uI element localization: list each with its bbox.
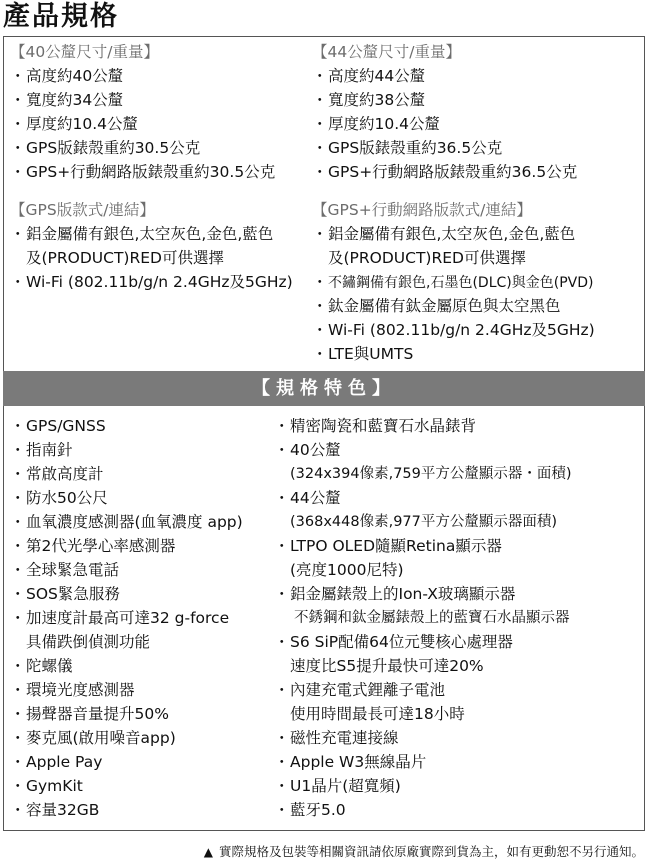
list-item: ・高度約40公釐 xyxy=(10,64,275,88)
list-item: ・第2代光學心率感測器 xyxy=(10,534,243,558)
list-item-continuation: 使用時間最長可達18小時 xyxy=(290,705,465,723)
bullet-icon: ・ xyxy=(10,163,26,181)
list-item: ・44公釐 xyxy=(274,486,572,510)
bullet-icon: ・ xyxy=(312,115,328,133)
list-item: ・全球緊急電話 xyxy=(10,558,243,582)
list-item: ・LTPO OLED隨顯Retina顯示器 xyxy=(274,534,572,558)
bullet-icon: ・ xyxy=(10,681,26,699)
bullet-icon: ・ xyxy=(312,273,328,291)
list-item: ・GPS版錶殼重約36.5公克 xyxy=(312,136,577,160)
list-item-continuation: (亮度1000尼特) xyxy=(290,561,404,579)
bullet-icon: ・ xyxy=(312,225,328,243)
bullet-icon: ・ xyxy=(10,225,26,243)
features-left-column xyxy=(10,414,243,822)
list-item: ・加速度計最高可達32 g-force xyxy=(10,606,243,630)
bullet-icon: ・ xyxy=(10,609,26,627)
disclaimer-footer xyxy=(0,841,644,863)
list-item: ・指南針 xyxy=(10,438,243,462)
list-item-continuation: (324x394像素,759平方公釐顯示器・面積) xyxy=(290,466,572,482)
bullet-icon: ・ xyxy=(10,441,26,459)
bullet-icon: ・ xyxy=(274,753,290,771)
bullet-icon: ・ xyxy=(10,67,26,85)
bullet-icon: ・ xyxy=(10,801,26,819)
page-title: 產品規格 xyxy=(3,1,119,32)
list-item: ・厚度約10.4公釐 xyxy=(10,112,275,136)
bullet-icon: ・ xyxy=(274,681,290,699)
bullet-icon: ・ xyxy=(312,297,328,315)
list-item-continuation: 不銹鋼和鈦金屬錶殼上的藍寶石水晶顯示器 xyxy=(294,610,570,626)
bullet-icon: ・ xyxy=(10,465,26,483)
bullet-icon: ・ xyxy=(274,777,290,795)
list-item: ・高度約44公釐 xyxy=(312,64,577,88)
list-item: ・常啟高度計 xyxy=(10,462,243,486)
bullet-icon: ・ xyxy=(10,657,26,675)
list-item: ・Apple W3無線晶片 xyxy=(274,750,572,774)
list-item: ・鈦金屬備有鈦金屬原色與太空黑色 xyxy=(312,294,595,318)
list-item-continuation: (368x448像素,977平方公釐顯示器面積) xyxy=(290,514,558,530)
bullet-icon: ・ xyxy=(312,163,328,181)
bullet-icon: ・ xyxy=(312,91,328,109)
list-item: ・內建充電式鋰離子電池 xyxy=(274,678,572,702)
bullet-icon: ・ xyxy=(274,633,290,651)
list-item: ・精密陶瓷和藍寶石水晶錶背 xyxy=(274,414,572,438)
bullet-icon: ・ xyxy=(10,729,26,747)
list-item: ・S6 SiP配備64位元雙核心處理器 xyxy=(274,630,572,654)
list-item: ・鋁金屬備有銀色,太空灰色,金色,藍色 xyxy=(10,222,293,246)
bullet-icon: ・ xyxy=(10,777,26,795)
list-item: ・鋁金屬錶殼上的Ion-X玻璃顯示器 xyxy=(274,582,572,606)
bullet-icon: ・ xyxy=(10,489,26,507)
bullet-icon: ・ xyxy=(10,585,26,603)
bullet-icon: ・ xyxy=(10,139,26,157)
list-item: ・GPS+行動網路版錶殼重約30.5公克 xyxy=(10,160,275,184)
bullet-icon: ・ xyxy=(274,537,290,555)
list-item: ・GymKit xyxy=(10,774,243,798)
cellular-model-column xyxy=(312,198,595,366)
list-item: ・磁性充電連接線 xyxy=(274,726,572,750)
size-40mm-column xyxy=(10,40,275,184)
list-item: ・藍牙5.0 xyxy=(274,798,572,822)
bullet-icon: ・ xyxy=(10,753,26,771)
list-item: ・寬度約34公釐 xyxy=(10,88,275,112)
features-right-column xyxy=(274,414,572,822)
gps-model-column xyxy=(10,198,293,294)
bullet-icon: ・ xyxy=(274,801,290,819)
bullet-icon: ・ xyxy=(10,417,26,435)
list-item: ・血氧濃度感測器(血氧濃度 app) xyxy=(10,510,243,534)
list-item-continuation: 具備跌倒偵測功能 xyxy=(26,633,151,651)
list-item: ・鋁金屬備有銀色,太空灰色,金色,藍色 xyxy=(312,222,595,246)
list-item: ・麥克風(啟用噪音app) xyxy=(10,726,243,750)
list-item-continuation: 及(PRODUCT)RED可供選擇 xyxy=(26,249,224,267)
bullet-icon: ・ xyxy=(10,273,26,291)
list-item: ・GPS/GNSS xyxy=(10,414,243,438)
list-item: ・容量32GB xyxy=(10,798,243,822)
bullet-icon: ・ xyxy=(10,115,26,133)
bullet-icon: ・ xyxy=(274,585,290,603)
bullet-icon: ・ xyxy=(10,561,26,579)
list-item: ・U1晶片(超寬頻) xyxy=(274,774,572,798)
list-item: ・Apple Pay xyxy=(10,750,243,774)
list-item: ・寬度約38公釐 xyxy=(312,88,577,112)
list-item: ・LTE與UMTS xyxy=(312,342,595,366)
list-item: ・揚聲器音量提升50% xyxy=(10,702,243,726)
list-item: ・SOS緊急服務 xyxy=(10,582,243,606)
list-item: ・防水50公尺 xyxy=(10,486,243,510)
triangle-up-icon: ▲ xyxy=(203,845,213,859)
bullet-icon: ・ xyxy=(312,67,328,85)
list-item: ・陀螺儀 xyxy=(10,654,243,678)
bullet-icon: ・ xyxy=(274,729,290,747)
bullet-icon: ・ xyxy=(10,537,26,555)
bullet-icon: ・ xyxy=(312,345,328,363)
features-band xyxy=(3,371,645,406)
bullet-icon: ・ xyxy=(312,139,328,157)
list-item: ・不鏽鋼備有銀色,石墨色(DLC)與金色(PVD) xyxy=(312,270,595,294)
bullet-icon: ・ xyxy=(274,441,290,459)
bullet-icon: ・ xyxy=(10,91,26,109)
bullet-icon: ・ xyxy=(274,417,290,435)
bullet-icon: ・ xyxy=(10,513,26,531)
size-44mm-column xyxy=(312,40,577,184)
list-item: ・GPS版錶殼重約30.5公克 xyxy=(10,136,275,160)
bullet-icon: ・ xyxy=(312,321,328,339)
cellular-model-header: 【GPS+行動網路版款式/連結】 xyxy=(312,201,532,219)
list-item-continuation: 速度比S5提升最快可達20% xyxy=(290,657,484,675)
size-40mm-header: 【40公釐尺寸/重量】 xyxy=(10,43,159,61)
list-item: ・Wi-Fi (802.11b/g/n 2.4GHz及5GHz) xyxy=(10,270,293,294)
size-44mm-header: 【44公釐尺寸/重量】 xyxy=(312,43,461,61)
list-item-continuation: 及(PRODUCT)RED可供選擇 xyxy=(328,249,526,267)
list-item: ・GPS+行動網路版錶殼重約36.5公克 xyxy=(312,160,577,184)
bullet-icon: ・ xyxy=(10,705,26,723)
list-item: ・40公釐 xyxy=(274,438,572,462)
gps-model-header: 【GPS版款式/連結】 xyxy=(10,201,155,219)
list-item: ・Wi-Fi (802.11b/g/n 2.4GHz及5GHz) xyxy=(312,318,595,342)
list-item: ・環境光度感測器 xyxy=(10,678,243,702)
disclaimer-text: 實際規格及包裝等相關資訊請依原廠實際到貨為主，如有更動恕不另行通知。 xyxy=(218,844,644,859)
bullet-icon: ・ xyxy=(274,489,290,507)
list-item: ・厚度約10.4公釐 xyxy=(312,112,577,136)
features-band-label: 【規格特色】 xyxy=(252,378,396,399)
